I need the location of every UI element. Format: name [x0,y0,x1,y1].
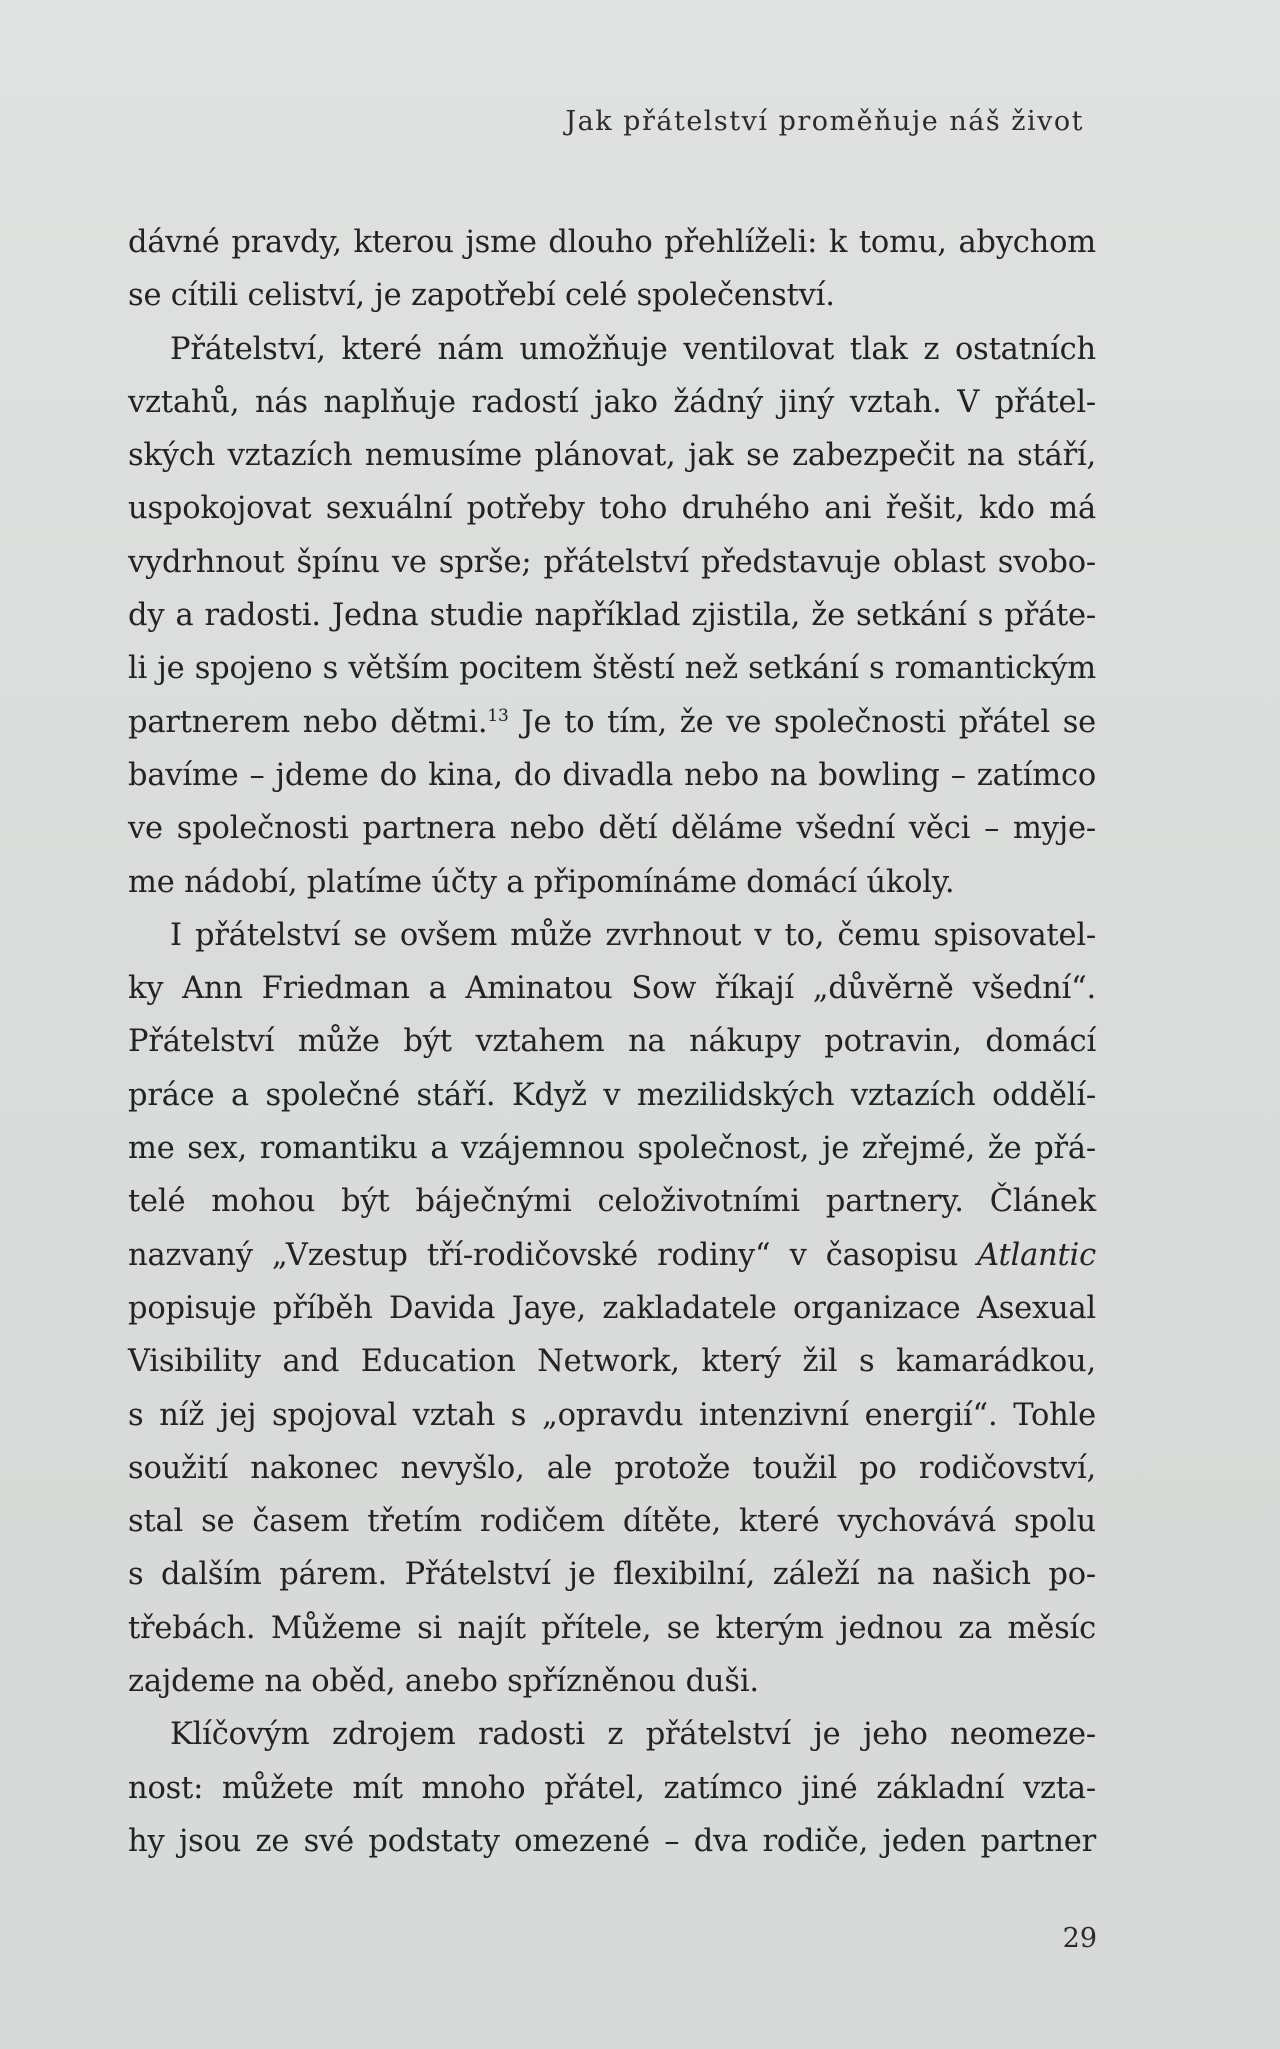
text-line [128,1015,1096,1068]
text-line [128,802,1096,855]
page-number: 29 [1062,1923,1097,1954]
text-segment: I přátelství se ovšem může zvrhnout v to, čemu spisovatel- [170,917,1096,953]
running-head: Jak přátelství proměňuje náš život [565,106,1084,137]
text-line [128,1815,1096,1868]
text-line [128,642,1096,695]
text-segment: nazvaný „Vzestup tří-rodičovské rodiny“ v časopisu [128,1237,978,1273]
text-line [128,1495,1096,1548]
text-line [128,1175,1096,1228]
footnote-reference: 13 [487,705,509,726]
text-segment: soužití nakonec nevyšlo, ale protože toužil po rodičovství, [128,1450,1096,1486]
text-segment: partnerem nebo dětmi. [128,704,488,740]
text-line [128,376,1096,429]
text-segment: vydrhnout špínu ve sprše; přátelství představuje oblast svobo- [128,544,1096,580]
text-segment: me sex, romantiku a vzájemnou společnost, je zřejmé, že přá- [128,1131,1096,1167]
text-segment: dy a radosti. Jedna studie například zjistila, že setkání s přáte- [128,598,1096,634]
text-segment: ských vztazích nemusíme plánovat, jak se zabezpečit na stáří, [128,438,1096,474]
text-segment: s dalším párem. Přátelství je flexibilní, záleží na našich po- [128,1557,1096,1593]
text-segment: Přátelství, které nám umožňuje ventilovat tlak z ostatních [170,331,1096,367]
text-segment: práce a společné stáří. Když v mezilidských vztazích oddělí- [128,1077,1096,1113]
text-segment: me nádobí, platíme účty a připomínáme domácí úkoly. [128,864,955,900]
text-line [128,1655,1096,1708]
text-line [128,323,1096,376]
text-segment: Je to tím, že ve společnosti přátel se [508,704,1096,740]
text-segment: stal se časem třetím rodičem dítěte, které vychovává spolu [128,1504,1096,1540]
text-segment: s níž jej spojoval vztah s „opravdu intenzivní energií“. Tohle [128,1397,1096,1433]
text-segment: popisuje příběh Davida Jaye, zakladatele organizace Asexual [128,1290,1096,1326]
text-line [128,482,1096,535]
text-line [128,429,1096,482]
text-line [128,1069,1096,1122]
text-line [128,1762,1096,1815]
text-line [128,1282,1096,1335]
italic-text: Atlantic [977,1237,1096,1273]
text-line [128,696,1096,749]
body-text [128,216,1096,1868]
text-line [128,1335,1096,1388]
text-line [128,1229,1096,1282]
text-line [128,749,1096,802]
text-segment: Visibility and Education Network, který žil s kamarádkou, [128,1344,1096,1380]
text-segment: dávné pravdy, kterou jsme dlouho přehlíželi: k tomu, abychom [128,225,1096,260]
text-line [128,856,1096,909]
text-segment: ve společnosti partnera nebo dětí děláme všední věci – myje- [128,811,1096,847]
text-segment: nost: můžete mít mnoho přátel, zatímco jiné základní vzta- [128,1770,1096,1806]
text-segment: ky Ann Friedman a Aminatou Sow říkají „důvěrně všední“. [128,971,1096,1007]
text-line [128,1122,1096,1175]
text-line [128,216,1096,269]
text-segment: vztahů, nás naplňuje radostí jako žádný jiný vztah. V přátel- [128,384,1096,420]
text-line [128,1548,1096,1601]
text-segment: bavíme – jdeme do kina, do divadla nebo na bowling – zatímco [128,757,1096,793]
text-segment: Přátelství může být vztahem na nákupy potravin, domácí [128,1024,1096,1060]
text-line [128,962,1096,1015]
text-segment: třebách. Můžeme si najít přítele, se kterým jednou za měsíc [128,1610,1096,1646]
text-segment: uspokojovat sexuální potřeby toho druhého ani řešit, kdo má [128,491,1096,527]
text-line [128,1442,1096,1495]
text-segment: hy jsou ze své podstaty omezené – dva rodiče, jeden partner [128,1823,1096,1859]
text-line [128,589,1096,642]
text-line [128,269,1096,322]
text-line [128,1389,1096,1442]
text-line [128,909,1096,962]
text-line [128,536,1096,589]
text-line [128,1602,1096,1655]
text-segment: telé mohou být báječnými celoživotními partnery. Článek [128,1184,1096,1220]
text-segment: zajdeme na oběd, anebo spřízněnou duši. [128,1664,759,1700]
text-line [128,1708,1096,1761]
text-segment: li je spojeno s větším pocitem štěstí než setkání s romantickým [128,651,1096,687]
text-segment: se cítili celiství, je zapotřebí celé společenství. [128,278,835,314]
text-segment: Klíčovým zdrojem radosti z přátelství je jeho neomeze- [170,1717,1096,1753]
